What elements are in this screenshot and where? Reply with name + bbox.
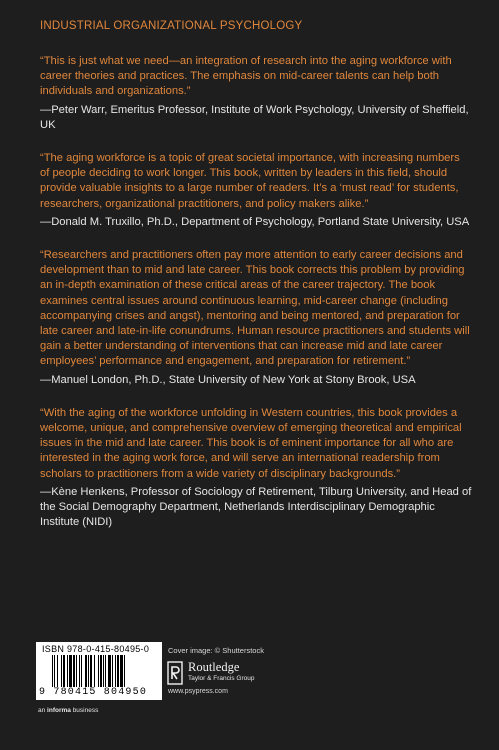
informa-prefix: an [38, 707, 48, 714]
endorsement-quote: “Researchers and practitioners often pay more attention to early career decisions and development than to mid and late career. This book corrects this problem by providing an in-depth examination of these critical areas of the career trajectory. The book examines central issues around continuous learning, mid-career change (including accompanying crises and angst), mentoring and being mentored, and preparation for late career and late-in-life conundrums. Human resource practitioners and students will gain a better understanding of interventions that can increase mid and late career employees’ performance and engagement, and preparation for retirement.” [40, 249, 470, 368]
publisher-url: www.psypress.com [168, 688, 228, 695]
informa-business [38, 707, 98, 714]
barcode-digits: 9 780415 804950 [39, 687, 148, 698]
endorsement-quote: “With the aging of the workforce unfolding in Western countries, this book provides a welcome, unique, and comprehensive overview of emerging theoretical and empirical issues in the mid and late career. This book is of eminent importance for all who are interested in the aging work force, and will serve an international readership from scholars to practitioners from a wide variety of disciplinary backgrounds.” [40, 406, 462, 480]
endorsement-3 [40, 248, 472, 388]
endorsement-quote: “The aging workforce is a topic of great societal importance, with increasing numbers of people deciding to work longer. This book, written by leaders in this field, should provide valuable insights to a large number of readers. It’s a ‘must read’ for students, researchers, organizational practitioners, and policy makers alike.” [40, 152, 460, 210]
endorsement-2 [40, 151, 472, 230]
isbn-label: ISBN 978-0-415-80495-0 [42, 644, 150, 654]
publisher-name: Routledge [188, 660, 240, 674]
barcode-icon [52, 655, 156, 687]
informa-wordmark: informa [47, 707, 71, 714]
routledge-logo-icon [167, 661, 183, 685]
category-label: INDUSTRIAL ORGANIZATIONAL PSYCHOLOGY [40, 20, 303, 32]
cover-image-credit: Cover image: © Shutterstock [168, 646, 264, 655]
endorsement-attribution: —Manuel London, Ph.D., State University of New York at Stony Brook, USA [40, 373, 416, 386]
endorsement-1 [40, 54, 472, 133]
endorsement-quote: “This is just what we need—an integration of research into the aging workforce with career theories and practices. The emphasis on mid-career talents can help both individuals and organizations.” [40, 55, 452, 98]
publisher-group: Taylor & Francis Group [188, 675, 255, 682]
endorsements [40, 54, 472, 548]
informa-suffix: business [70, 707, 99, 714]
endorsement-attribution: —Kène Henkens, Professor of Sociology of Retirement, Tilburg University, and Head of the Social Demography Department, Netherlands Interdisciplinary Demographic Institute (NIDI) [40, 485, 472, 529]
endorsement-4 [40, 406, 472, 531]
isbn-barcode [36, 642, 162, 700]
endorsement-attribution: —Peter Warr, Emeritus Professor, Institute of Work Psychology, University of Sheffield, UK [40, 103, 469, 131]
endorsement-attribution: —Donald M. Truxillo, Ph.D., Department of Psychology, Portland State University, USA [40, 215, 470, 228]
